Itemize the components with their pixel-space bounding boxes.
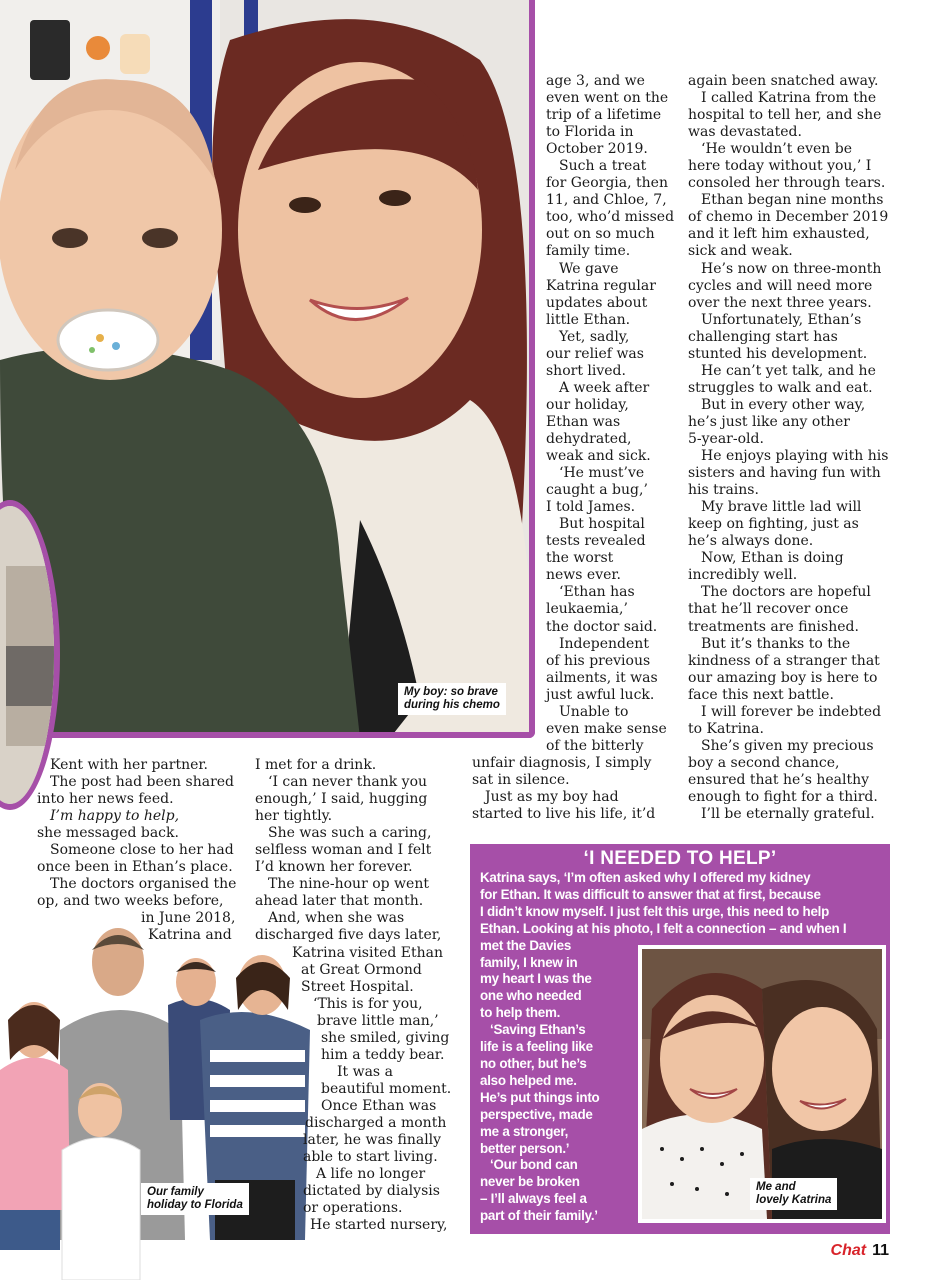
text-line: of his previous (546, 652, 651, 669)
text-line: little Ethan. (546, 311, 631, 328)
sidebar-line: He’s put things into (480, 1089, 600, 1105)
column-1 (37, 757, 236, 945)
text-line: here today without you,’ I (688, 158, 872, 175)
text-line: A week after (559, 379, 650, 396)
text-line: The post had been shared (50, 774, 235, 791)
text-line: She was such a caring, (268, 825, 432, 842)
text-line: out on so much (546, 226, 655, 243)
text-line: We gave (559, 260, 619, 277)
text-line: our amazing boy is here to (688, 669, 878, 686)
text-line: boy a second chance, (688, 754, 840, 771)
text-line: once been in Ethan’s place. (37, 859, 233, 876)
text-line: was devastated. (688, 124, 802, 141)
text-line: He can’t yet talk, and he (701, 362, 876, 379)
text-line: Someone close to her had (50, 842, 234, 859)
text-line: the worst (546, 550, 614, 567)
text-line: later, he was finally (303, 1132, 442, 1149)
text-line: over the next three years. (688, 294, 872, 311)
sidebar-line: perspective, made (480, 1106, 593, 1122)
text-line: Ethan began nine months (701, 192, 884, 209)
text-line: He enjoys playing with his (701, 448, 889, 465)
text-line: enough,’ I said, hugging (255, 791, 428, 808)
page-footer (831, 1242, 889, 1260)
sidebar-line: my heart I was the (480, 971, 592, 987)
text-line: ensured that he’s healthy (688, 771, 870, 788)
text-line: Yet, sadly, (559, 328, 630, 345)
sidebar-line: better person.’ (480, 1140, 570, 1156)
text-line: I’ll be eternally grateful. (701, 806, 875, 823)
text-line: and it left him exhausted, (688, 226, 870, 243)
text-line: Such a treat (559, 158, 647, 175)
text-line: ‘I can never thank you (268, 774, 428, 791)
text-line: A life no longer (316, 1166, 426, 1183)
text-line: discharged five days later, (255, 927, 442, 944)
text-line: to Katrina. (688, 720, 764, 737)
text-line: struggles to walk and eat. (688, 379, 873, 396)
text-line: too, who’d missed (546, 209, 675, 226)
text-line: she messaged back. (37, 825, 179, 842)
sidebar-line: never be broken (480, 1174, 580, 1190)
text-line: in June 2018, (141, 910, 236, 927)
sidebar-line: to help them. (480, 1005, 561, 1021)
text-line: the doctor said. (546, 618, 658, 635)
sidebar-line: life is a feeling like (480, 1039, 593, 1055)
sidebar-line: Katrina says, ‘I’m often asked why I offered my kidney (480, 870, 811, 885)
friends-photo-caption: Me and lovely Katrina (750, 1178, 837, 1210)
text-line: him a teddy bear. (321, 1046, 445, 1063)
text-line: I’d known her forever. (255, 859, 413, 876)
text-line: hospital to tell her, and she (688, 107, 882, 124)
text-line: ‘He must’ve (559, 465, 645, 482)
text-line: But it’s thanks to the (701, 635, 851, 652)
text-line: Street Hospital. (301, 978, 414, 995)
family-photo-caption: Our family holiday to Florida (141, 1183, 249, 1215)
text-line: weak and sick. (546, 448, 651, 465)
text-line: even went on the (546, 90, 669, 107)
text-line: ‘He wouldn’t even be (701, 141, 852, 158)
text-line: brave little man,’ (317, 1012, 439, 1029)
text-line: Now, Ethan is doing (701, 550, 844, 567)
text-line: op, and two weeks before, (37, 893, 224, 910)
text-line: I called Katrina from the (701, 90, 877, 107)
text-line: sisters and having fun with (688, 465, 881, 482)
text-line: updates about (546, 294, 648, 311)
magazine-logo: Chat (830, 1242, 867, 1259)
text-line: I met for a drink. (255, 757, 377, 773)
text-line: dictated by dialysis (303, 1183, 440, 1200)
page-number: 11 (872, 1242, 889, 1259)
text-line: 11, and Chloe, 7, (546, 192, 667, 209)
main-photo-caption: My boy: so brave during his chemo (398, 683, 506, 715)
text-line: I’m happy to help, (50, 808, 180, 825)
text-line: 5-year-old. (688, 430, 764, 447)
sidebar-line: met the Davies (480, 937, 572, 953)
text-line: he’s always done. (688, 533, 814, 550)
text-line: family time. (546, 243, 631, 260)
text-line: keep on fighting, just as (688, 516, 859, 533)
text-line: The doctors are hopeful (701, 584, 871, 601)
text-line: It was a (337, 1063, 393, 1080)
text-line: that he’ll recover once (688, 601, 849, 618)
text-line: challenging start has (688, 328, 838, 345)
text-line: just awful luck. (546, 686, 655, 703)
sidebar-line: one who needed (480, 988, 582, 1004)
text-line: Just as my boy had (485, 788, 619, 805)
text-line: our holiday, (546, 396, 629, 413)
text-line: ‘This is for you, (313, 995, 423, 1012)
text-line: Kent with her partner. (50, 757, 208, 773)
text-line: The nine-hour op went (268, 876, 429, 893)
sidebar-title: ‘I NEEDED TO HELP’ (583, 848, 777, 869)
text-line: The doctors organised the (50, 876, 237, 893)
text-line: short lived. (546, 362, 626, 379)
text-line: She’s given my precious (701, 737, 874, 754)
text-line: trip of a lifetime (546, 107, 662, 124)
text-line: cycles and will need more (688, 277, 873, 294)
text-line: consoled her through tears. (688, 175, 886, 192)
text-line: kindness of a stranger that (688, 652, 880, 669)
sidebar-line: also helped me. (480, 1072, 577, 1088)
text-line: leukaemia,’ (546, 601, 628, 618)
text-line: Independent (559, 635, 649, 652)
text-line: Ethan was (546, 413, 621, 430)
sidebar-line: for Ethan. It was difficult to answer that at first, because (480, 886, 821, 902)
text-line: face this next battle. (688, 686, 834, 703)
column-4 (688, 73, 888, 823)
sidebar-line: I didn’t know myself. I just felt this urge, this need to help (480, 903, 830, 919)
text-line: again been snatched away. (688, 73, 879, 89)
text-line: able to start living. (303, 1149, 438, 1166)
text-line: sat in silence. (472, 771, 570, 788)
text-line: Katrina regular (546, 277, 656, 294)
text-line: Katrina visited Ethan (292, 944, 444, 961)
text-line: to Florida in (546, 124, 634, 141)
text-line: or operations. (303, 1200, 403, 1217)
text-line: Katrina and (148, 927, 232, 944)
sidebar-line: part of their family.’ (480, 1208, 598, 1224)
sidebar-line: – I’ll always feel a (480, 1191, 587, 1207)
text-line: at Great Ormond (301, 961, 422, 978)
text-line: And, when she was (268, 910, 405, 927)
text-line: I told James. (546, 499, 636, 516)
text-line: he’s just like any other (688, 413, 850, 430)
text-line: Unable to (559, 703, 629, 720)
text-line: even make sense (546, 720, 667, 737)
text-line: Once Ethan was (321, 1097, 437, 1114)
sidebar-line: me a stronger, (480, 1123, 569, 1139)
text-line: age 3, and we (546, 73, 645, 89)
text-line: she smiled, giving (321, 1029, 450, 1046)
text-line: He started nursery, (310, 1217, 448, 1234)
text-line: enough to fight for a third. (688, 788, 878, 805)
text-line: his trains. (688, 482, 759, 499)
text-line: dehydrated, (546, 430, 632, 447)
text-line: incredibly well. (688, 567, 798, 584)
text-line: I will forever be indebted (701, 703, 882, 720)
sidebar-line: family, I knew in (480, 954, 578, 970)
text-line: October 2019. (546, 141, 648, 158)
column-3 (472, 73, 674, 823)
sidebar-line: ‘Saving Ethan’s (490, 1022, 586, 1038)
text-line: ahead later that month. (255, 893, 424, 910)
text-line: news ever. (546, 567, 622, 584)
sidebar-line: ‘Our bond can (490, 1157, 578, 1173)
sidebar-line: no other, but he’s (480, 1055, 587, 1071)
text-line: treatments are finished. (688, 618, 859, 635)
text-line: into her news feed. (37, 791, 174, 808)
text-line: unfair diagnosis, I simply (472, 754, 652, 771)
text-line: But hospital (559, 516, 645, 533)
text-line: ‘Ethan has (559, 584, 635, 601)
main-photo (0, 0, 535, 738)
text-line: ailments, it was (546, 669, 658, 686)
text-line: started to live his life, it’d (472, 806, 656, 823)
text-line: stunted his development. (688, 345, 868, 362)
text-line: He’s now on three-month (701, 260, 882, 277)
text-line: selfless woman and I felt (255, 842, 432, 859)
text-line: of chemo in December 2019 (688, 209, 889, 226)
column-2 (255, 757, 451, 1234)
text-line: But in every other way, (701, 396, 866, 413)
sidebar-line: Ethan. Looking at his photo, I felt a connection – and when I (480, 920, 847, 936)
text-line: Unfortunately, Ethan’s (701, 311, 862, 328)
text-line: of the bitterly (546, 737, 644, 754)
text-line: My brave little lad will (701, 499, 862, 516)
text-line: her tightly. (255, 808, 333, 825)
text-line: discharged a month (305, 1114, 447, 1131)
text-line: beautiful moment. (321, 1080, 452, 1097)
text-line: for Georgia, then (546, 175, 668, 192)
text-line: caught a bug,’ (546, 482, 648, 499)
text-line: our relief was (546, 345, 644, 362)
text-line: tests revealed (546, 533, 646, 550)
text-line: sick and weak. (688, 243, 793, 260)
